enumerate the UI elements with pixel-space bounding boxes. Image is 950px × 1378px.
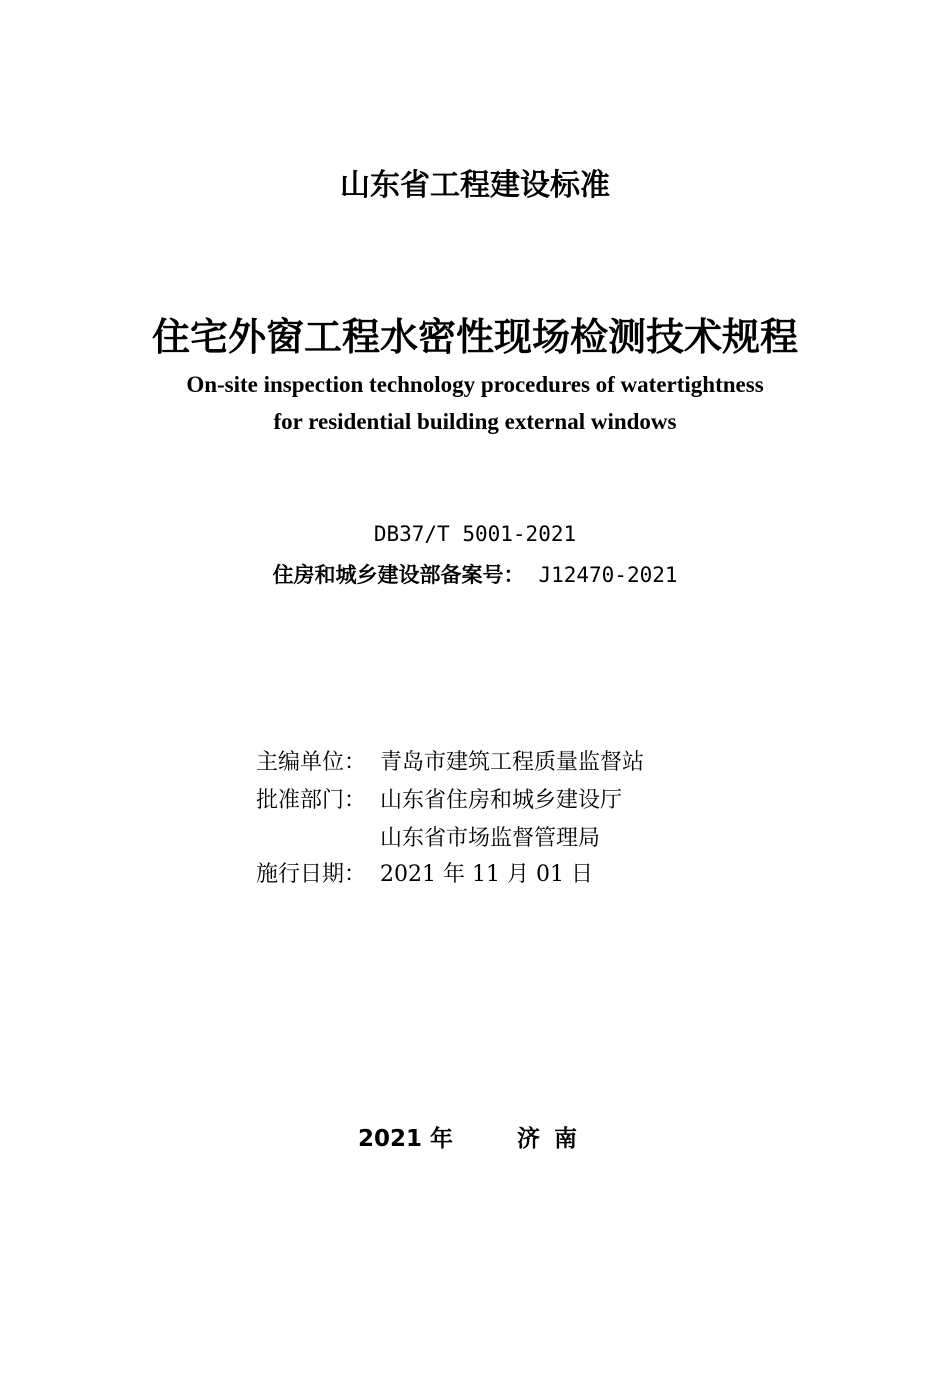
approval-department-label: 批准部门： (256, 788, 367, 813)
chief-editor-label: 主编单位： (256, 750, 367, 775)
standard-series-title: 山东省工程建设标准 (340, 168, 610, 203)
record-number-value: J12470-2021 (538, 563, 678, 587)
approval-department-value-2: 山东省市场监督管理局 (380, 826, 601, 851)
standard-code: DB37/T 5001-2021 (373, 522, 577, 546)
approval-department-value-1: 山东省住房和城乡建设厅 (380, 788, 623, 813)
effective-date-label: 施行日期： (256, 862, 367, 887)
chief-editor-row (256, 745, 644, 776)
document-title-english-line-1: On-site inspection technology procedures of watertightness (186, 372, 764, 397)
chief-editor-value: 青岛市建筑工程质量监督站 (380, 750, 645, 775)
approval-department-row (256, 783, 622, 814)
effective-date-value: 2021 年 11 月 01 日 (380, 862, 593, 887)
document-title-chinese: 住宅外窗工程水密性现场检测技术规程 (151, 315, 798, 359)
footer-city: 济南 (517, 1126, 591, 1152)
effective-date-row (256, 857, 593, 888)
record-number-row (0, 559, 950, 589)
footer-year: 2021 年 (358, 1126, 454, 1152)
record-number-label: 住房和城乡建设部备案号： (272, 563, 525, 587)
document-title-english-line-2: for residential building external windows (273, 409, 677, 434)
